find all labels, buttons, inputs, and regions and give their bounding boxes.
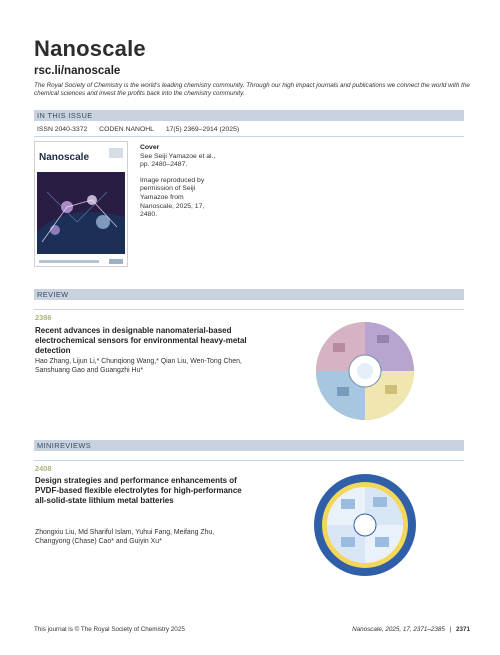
section-label: IN THIS ISSUE (37, 111, 93, 120)
cover-publisher-logo-icon (109, 259, 123, 264)
issue-meta (37, 126, 249, 133)
article-title[interactable]: Design strategies and performance enhancements of PVDF-based flexible electrolytes for high-performance all-solid-state lithium metal batteries (35, 476, 242, 505)
cover-caption (140, 144, 260, 220)
footer-copyright: This journal is © The Royal Society of Chemistry 2025 (34, 626, 185, 633)
cover-see: See Seiji Yamazoe et al., (140, 152, 216, 160)
cover-pages: pp. 2480–2487. (140, 161, 188, 169)
section-bar-in-this-issue (34, 110, 464, 121)
cover-credit: Image reproduced by permission of Seiji Yamazoe from Nanoscale, 2025, 17, 2480. (140, 176, 205, 219)
journal-url[interactable]: rsc.li/nanoscale (34, 65, 121, 77)
footer-citation-text: Nanoscale, 2025, 17, 2371–2385 (352, 626, 445, 633)
cover-image[interactable] (34, 141, 128, 267)
volume: 17(5) 2369–2914 (2025) (165, 126, 240, 133)
review-graphical-abstract-icon[interactable] (315, 321, 415, 421)
cover-logo-icon (109, 148, 123, 158)
article-page-number: 2386 (35, 313, 52, 322)
cover-footer-strip (39, 260, 99, 263)
coden: CODEN NANOHL (99, 126, 154, 133)
divider (34, 460, 464, 461)
divider (34, 309, 464, 310)
article-authors: Zhongxiu Liu, Md Shariful Islam, Yuhui Fang, Meifang Zhu, Changyong (Chase) Cao* and Guiyin Xu* (35, 529, 215, 545)
section-label: MINIREVIEWS (37, 441, 92, 450)
minireview-graphical-abstract-icon[interactable] (313, 473, 417, 577)
cover-journal-title: Nanoscale (39, 152, 90, 163)
page-number: 2371 (455, 626, 470, 633)
footer-citation: Nanoscale, 2025, 17, 2371–2385 | 2371 (352, 626, 470, 633)
journal-title: Nanoscale (34, 36, 146, 61)
section-label: REVIEW (37, 290, 69, 299)
cover-artwork-icon (37, 172, 125, 254)
article-authors: Hao Zhang, Lijun Li,* Chunqiong Wang,* Qian Liu, Wen-Tong Chen, Sanshuang Gao and Guangzhi Hu* (35, 358, 242, 374)
cover-label: Cover (140, 144, 160, 151)
tagline: The Royal Society of Chemistry is the world’s leading chemistry community. Through our high impact journals and publications we connect the world with the chemical sciences and invest the profits back into the chemistry community. (34, 82, 470, 98)
article-title[interactable]: Recent advances in designable nanomaterial-based electrochemical sensors for environmental heavy-metal detection (35, 326, 247, 355)
article-page-number: 2408 (35, 464, 52, 473)
divider (34, 136, 464, 137)
section-bar-minireviews (34, 440, 464, 451)
issn: ISSN 2040-3372 (37, 126, 88, 133)
section-bar-review (34, 289, 464, 300)
